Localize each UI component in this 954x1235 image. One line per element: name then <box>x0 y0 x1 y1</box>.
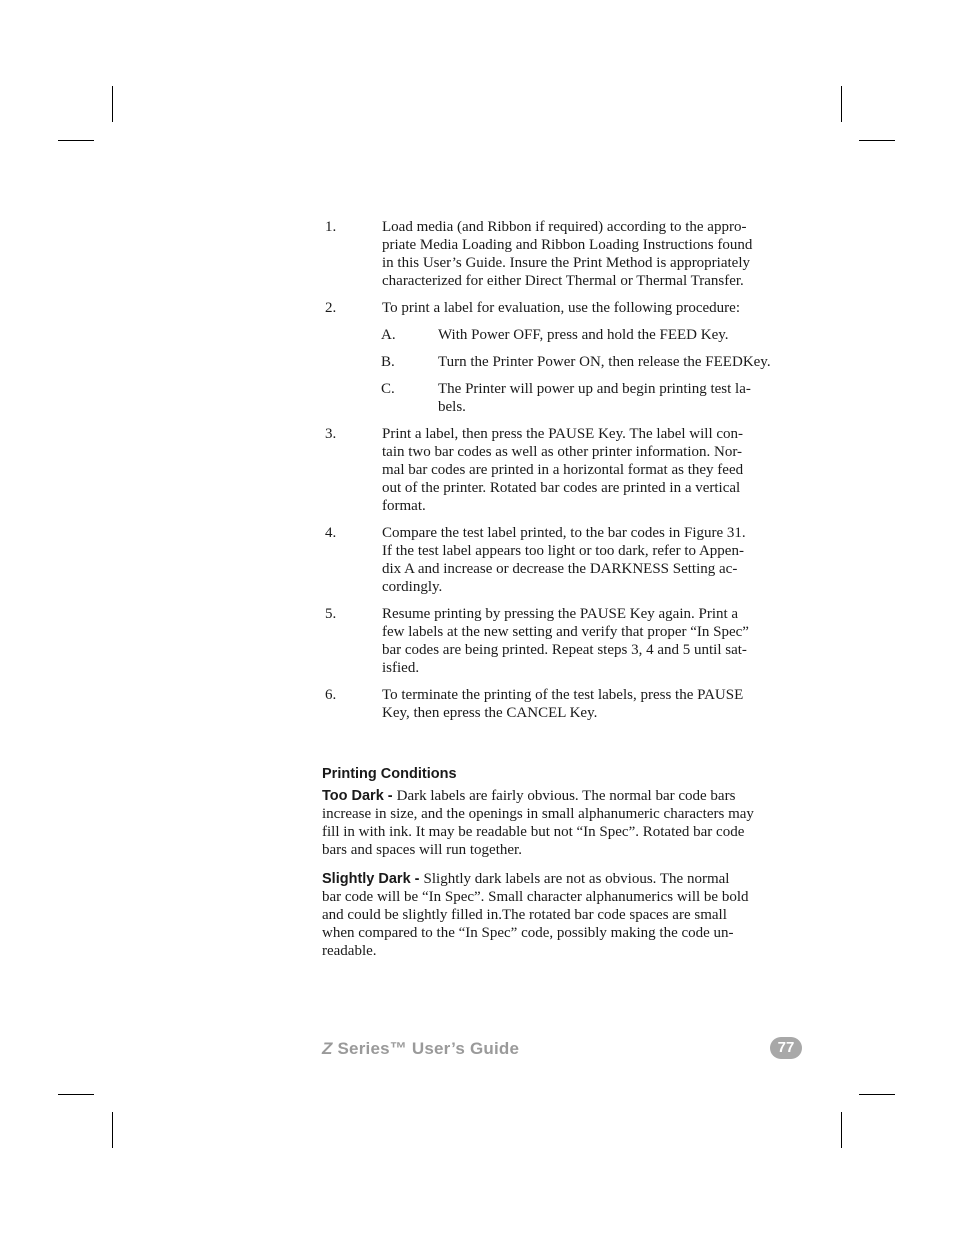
text-line: Resume printing by pressing the PAUSE Key again. Print a <box>382 606 739 622</box>
substep-letter: A. <box>381 327 396 343</box>
page-footer <box>322 1037 802 1061</box>
text-line: Key, then epress the CANCEL Key. <box>382 705 598 721</box>
text-line <box>322 841 774 859</box>
text-line: few labels at the new setting and verify that proper “In Spec” <box>382 624 749 640</box>
step-item <box>322 218 774 290</box>
text-line: The Printer will power up and begin printing test la- <box>438 381 751 397</box>
text-line <box>322 942 774 960</box>
text-line: priate Media Loading and Ribbon Loading Instructions found <box>382 237 753 253</box>
substep-letter: C. <box>381 381 395 397</box>
text-line <box>322 924 774 942</box>
footer-title-text: Series™ User’s Guide <box>332 1039 520 1058</box>
text-line <box>322 805 774 823</box>
text-line <box>322 787 774 805</box>
text-line <box>322 870 774 888</box>
substep-item <box>322 326 774 344</box>
crop-mark-top-left-horizontal <box>58 140 94 141</box>
footer-title <box>322 1039 519 1059</box>
text-line: Turn the Printer Power ON, then release the FEED <box>438 354 743 370</box>
page-content <box>322 218 774 971</box>
substep-item <box>322 353 774 371</box>
text-line: With Power OFF, press and hold the FEED Key. <box>438 327 729 343</box>
step-number: 1. <box>325 219 337 235</box>
text-line <box>322 888 774 906</box>
text-line: mal bar codes are printed in a horizontal format as they feed <box>382 462 744 478</box>
condition-text: bars and spaces will run together. <box>322 842 522 858</box>
text-line: out of the printer. Rotated bar codes are printed in a vertical <box>382 480 741 496</box>
footer-series-letter: Z <box>322 1039 333 1058</box>
crop-mark-bottom-left-vertical <box>112 1112 113 1148</box>
condition-lead: Too Dark - <box>322 788 397 804</box>
text-line: Load media (and Ribbon if required) according to the appro- <box>382 219 747 235</box>
text-line: Print a label, then press the PAUSE Key. The label will con- <box>382 426 744 442</box>
step-item <box>322 524 774 596</box>
step-item <box>322 299 774 317</box>
text-line: format. <box>382 498 426 514</box>
condition-text: and could be slightly filled in.The rotated bar code spaces are small <box>322 907 727 923</box>
text-line <box>322 906 774 924</box>
condition-paragraph <box>322 787 774 859</box>
procedure-steps <box>322 218 774 722</box>
page-number-badge: 77 <box>770 1037 802 1059</box>
step-number: 6. <box>325 687 337 703</box>
text-line: To print a label for evaluation, use the following procedure: <box>382 300 741 316</box>
step-number: 3. <box>325 426 337 442</box>
text-line: bels. <box>438 399 466 415</box>
crop-mark-top-right-horizontal <box>859 140 895 141</box>
step-item <box>322 605 774 677</box>
condition-text: Slightly dark labels are not as obvious. The normal <box>423 871 730 887</box>
text-line: isfied. <box>382 660 420 676</box>
printing-conditions <box>322 787 774 960</box>
step-number: 2. <box>325 300 337 316</box>
text-line <box>322 823 774 841</box>
crop-mark-top-left-vertical <box>112 86 113 122</box>
crop-mark-bottom-left-horizontal <box>58 1094 94 1095</box>
condition-text: when compared to the “In Spec” code, possibly making the code un- <box>322 925 734 941</box>
text-line: To terminate the printing of the test labels, press the PAUSE <box>382 687 744 703</box>
condition-text: readable. <box>322 943 377 959</box>
text-line: tain two bar codes as well as other printer information. Nor- <box>382 444 743 460</box>
crop-mark-bottom-right-horizontal <box>859 1094 895 1095</box>
step-number: 4. <box>325 525 337 541</box>
condition-paragraph <box>322 870 774 960</box>
condition-text: Dark labels are fairly obvious. The normal bar code bars <box>396 788 736 804</box>
condition-lead: Slightly Dark - <box>322 871 424 887</box>
text-line: Key. <box>742 354 771 370</box>
text-line: bar codes are being printed. Repeat steps 3, 4 and 5 until sat- <box>382 642 747 658</box>
condition-text: bar code will be “In Spec”. Small character alphanumerics will be bold <box>322 889 749 905</box>
condition-text: increase in size, and the openings in small alphanumeric characters may <box>322 806 754 822</box>
text-line: If the test label appears too light or too dark, refer to Appen- <box>382 543 744 559</box>
crop-mark-bottom-right-vertical <box>841 1112 842 1148</box>
text-line: in this User’s Guide. Insure the Print Method is appropriately <box>382 255 750 271</box>
step-number: 5. <box>325 606 337 622</box>
text-line: dix A and increase or decrease the DARKNESS Setting ac- <box>382 561 738 577</box>
text-line: Compare the test label printed, to the bar codes in Figure 31. <box>382 525 746 541</box>
section-title: Printing Conditions <box>322 766 457 782</box>
step-item <box>322 686 774 722</box>
substep-letter: B. <box>381 354 395 370</box>
text-line: cordingly. <box>382 579 443 595</box>
crop-mark-top-right-vertical <box>841 86 842 122</box>
substep-item <box>322 380 774 416</box>
text-line: characterized for either Direct Thermal or Thermal Transfer. <box>382 273 744 289</box>
condition-text: fill in with ink. It may be readable but not “In Spec”. Rotated bar code <box>322 824 745 840</box>
step-item <box>322 425 774 515</box>
